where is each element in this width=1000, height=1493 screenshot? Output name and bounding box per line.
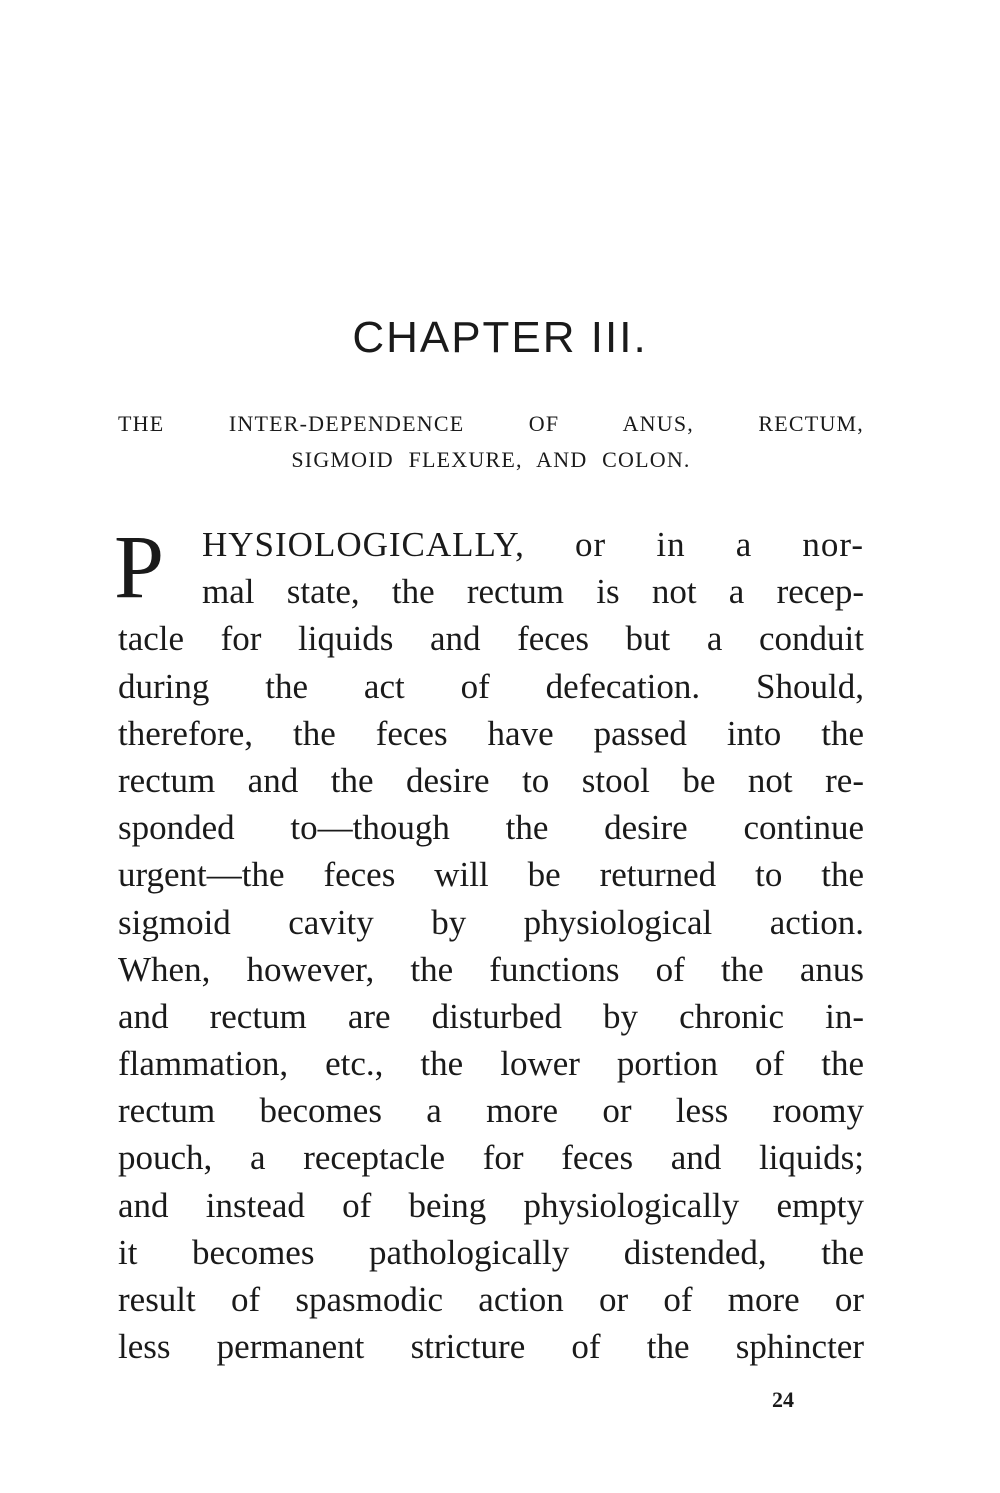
- text-line: result of spasmodic action or of more or: [118, 1280, 864, 1319]
- chapter-title: CHAPTER III.: [352, 313, 648, 362]
- text-line: tacle for liquids and feces but a conduit: [118, 619, 864, 659]
- text-line: rectum becomes a more or less roomy: [118, 1091, 864, 1131]
- text-line: mal state, the rectum is not a recep-: [202, 572, 864, 612]
- page-number: 24: [772, 1387, 794, 1412]
- text-line: When, however, the functions of the anus: [118, 949, 864, 989]
- text-line: it becomes pathologically distended, the: [118, 1232, 864, 1272]
- text-line: rectum and the desire to stool be not re-: [118, 760, 864, 800]
- text-line: pouch, a receptacle for feces and liquids;: [118, 1138, 864, 1178]
- text-line: therefore, the feces have passed into the: [118, 713, 864, 753]
- subtitle-line: THE INTER-DEPENDENCE OF ANUS, RECTUM,: [118, 411, 864, 436]
- chapter-subtitle: [118, 406, 864, 478]
- text-line: sponded to—though the desire continue: [118, 808, 864, 848]
- text-line: urgent—the feces will be returned to the: [118, 855, 864, 895]
- text-line: and rectum are disturbed by chronic in-: [118, 996, 864, 1036]
- text-line: sigmoid cavity by physiological action.: [118, 902, 864, 942]
- text-line: and instead of being physiologically empty: [118, 1185, 864, 1225]
- text-line: HYSIOLOGICALLY, or in a nor-: [202, 525, 864, 564]
- text-line: during the act of defecation. Should,: [118, 666, 864, 706]
- text-line: flammation, etc., the lower portion of the: [118, 1044, 864, 1084]
- subtitle-line: SIGMOID FLEXURE, AND COLON.: [291, 447, 691, 472]
- drop-cap: P: [114, 518, 165, 617]
- text-line: less permanent stricture of the sphincter: [118, 1327, 864, 1367]
- body-paragraph: [114, 518, 864, 1370]
